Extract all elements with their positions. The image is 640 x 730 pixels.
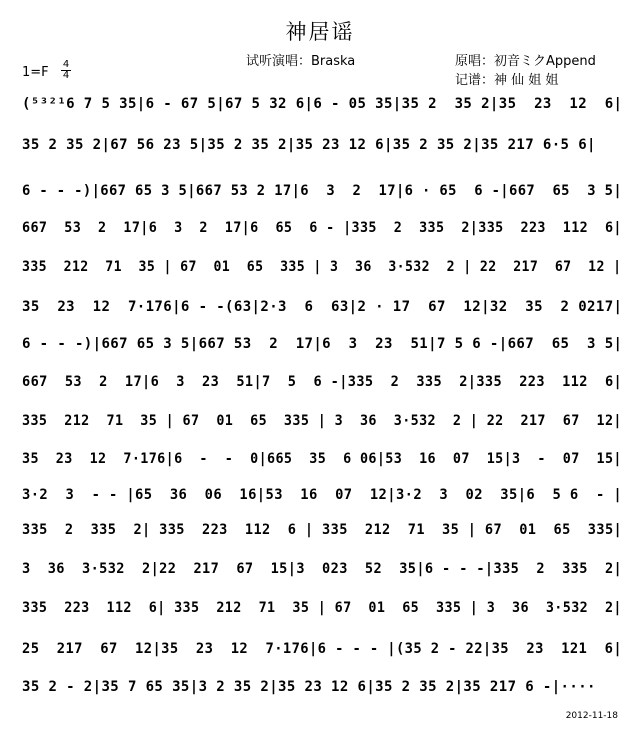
notation-line: 335 223 112 6| 335 212 71 35 | 67 01 65 335 | 3 36 3·532 2| xyxy=(22,600,622,616)
singer-credit: 试听演唱：Braska xyxy=(246,54,356,69)
notation-line: (⁵³²¹6 7 5 35|6 - 67 5|67 5 32 6|6 - 05 35|35 2 35 2|35 23 12 6| xyxy=(22,96,623,112)
scribe-credit: 记谱：神 仙 姐 姐 xyxy=(455,73,559,88)
notation-line: 3·2 3 - - |65 36 06 16|53 16 07 12|3·2 3 02 35|6 5 6 - | xyxy=(22,487,623,503)
key-signature: 1=F xyxy=(22,65,49,80)
notation-line: 335 212 71 35 | 67 01 65 335 | 3 36 3·532 2 | 22 217 67 12| xyxy=(22,413,622,429)
date-stamp: 2012-11-18 xyxy=(565,711,618,721)
notation-line: 25 217 67 12|35 23 12 7·176|6 - - - |(35 2 - 22|35 23 121 6| xyxy=(22,641,623,657)
notation-line: 335 212 71 35 | 67 01 65 335 | 3 36 3·532 2 | 22 217 67 12 | xyxy=(22,259,622,275)
original-singer-credit: 原唱：初音ミクAppend xyxy=(455,54,596,69)
song-title: 神居谣 xyxy=(285,20,355,44)
notation-line: 667 53 2 17|6 3 2 17|6 65 6 - |335 2 335 2|335 223 112 6| xyxy=(22,220,622,236)
notation-line: 35 2 35 2|67 56 23 5|35 2 35 2|35 23 12 6|35 2 35 2|35 217 6·5 6| xyxy=(22,137,596,153)
time-signature-bottom: 4 xyxy=(62,70,70,81)
notation-line: 6 - - -)|667 65 3 5|667 53 2 17|6 3 23 51|7 5 6 -|667 65 3 5| xyxy=(22,336,623,352)
notation-line: 667 53 2 17|6 3 23 51|7 5 6 -|335 2 335 2|335 223 112 6| xyxy=(22,374,623,390)
time-signature-top: 4 xyxy=(62,59,70,70)
notation-line: 35 23 12 7·176|6 - -(63|2·3 6 63|2 · 17 67 12|32 35 2 0217| xyxy=(22,299,623,315)
notation-line: 6 - - -)|667 65 3 5|667 53 2 17|6 3 2 17|6 · 65 6 -|667 65 3 5| xyxy=(22,183,623,199)
notation-line: 35 2 - 2|35 7 65 35|3 2 35 2|35 23 12 6|35 2 35 2|35 217 6 -|···· xyxy=(22,679,596,695)
time-signature xyxy=(61,60,71,81)
notation-line: 3 36 3·532 2|22 217 67 15|3 023 52 35|6 - - -|335 2 335 2| xyxy=(22,561,623,577)
notation-line: 35 23 12 7·176|6 - - 0|665 35 6 06|53 16 07 15|3 - 07 15| xyxy=(22,451,622,467)
notation-line: 335 2 335 2| 335 223 112 6 | 335 212 71 35 | 67 01 65 335| xyxy=(22,522,623,538)
